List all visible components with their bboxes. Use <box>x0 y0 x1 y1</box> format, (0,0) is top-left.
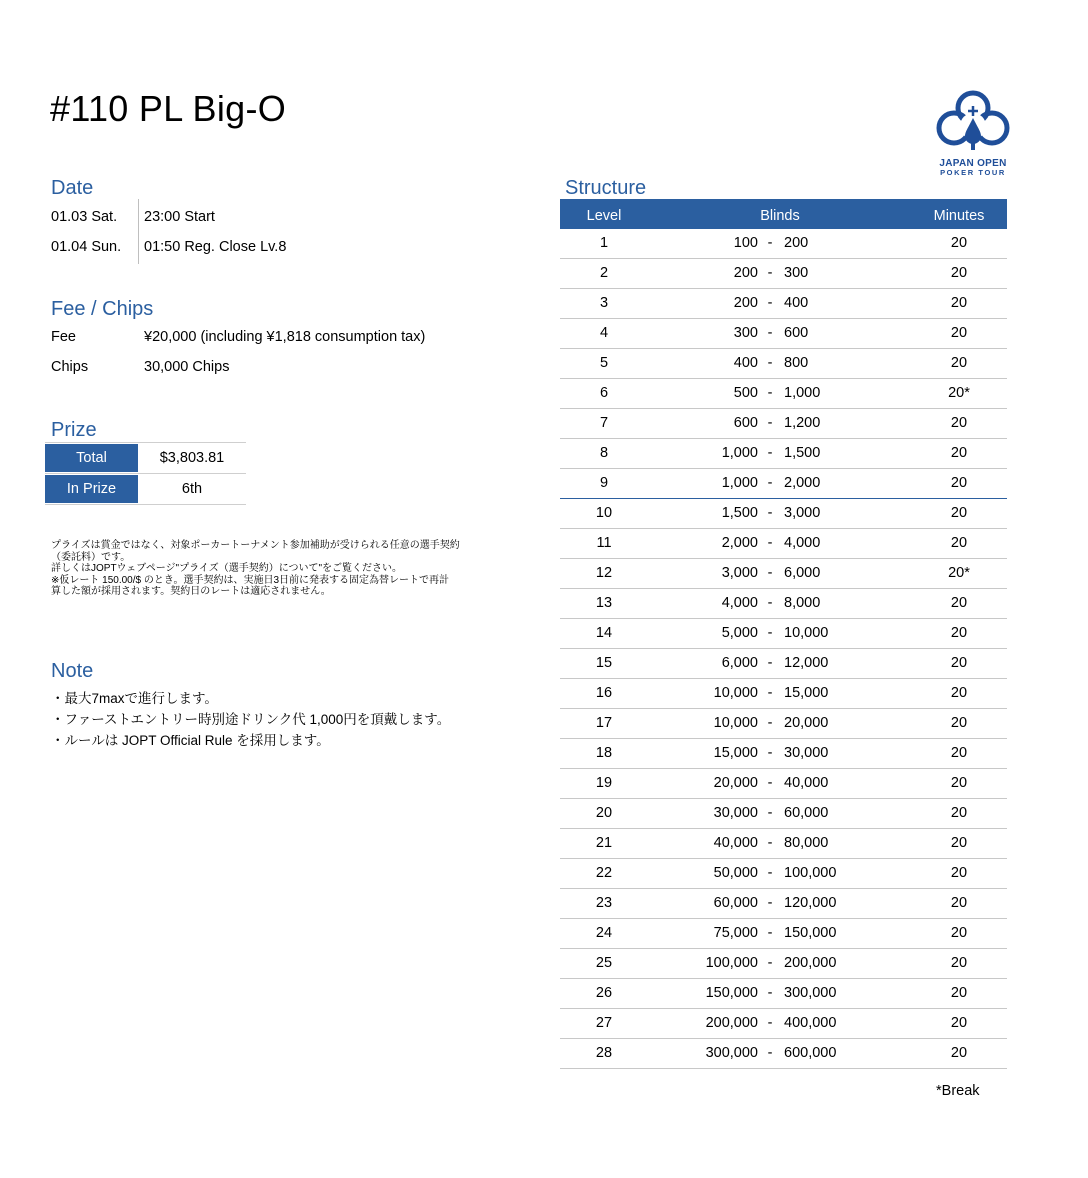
small-blind-cell: 200 <box>733 295 758 311</box>
prize-total-value: $3,803.81 <box>159 450 225 466</box>
big-blind-cell: 30,000 <box>784 745 829 761</box>
small-blind-cell: 100 <box>733 235 758 251</box>
table-row <box>560 319 1007 349</box>
minutes-cell: 20 <box>950 235 968 251</box>
minutes-cell: 20 <box>950 595 968 611</box>
level-cell: 16 <box>595 685 613 701</box>
level-cell: 11 <box>596 535 612 551</box>
blind-separator: - <box>767 385 773 401</box>
small-blind-cell: 300 <box>733 325 758 341</box>
level-cell: 12 <box>595 565 613 581</box>
big-blind-cell: 8,000 <box>784 595 821 611</box>
blind-separator: - <box>767 1015 773 1031</box>
table-row <box>560 889 1007 919</box>
note-line: ・最大7maxで進行します。 <box>51 691 218 706</box>
minutes-cell: 20 <box>950 535 968 551</box>
minutes-cell: 20 <box>950 985 968 1001</box>
notice-line: 詳しくはJOPTウェブページ"プライズ（選手契約）について"をご覧ください。 <box>51 563 403 574</box>
prize-total-label: Total <box>45 444 138 472</box>
big-blind-cell: 300,000 <box>784 985 837 1001</box>
level-cell: 2 <box>599 265 609 281</box>
level-cell: 20 <box>595 805 613 821</box>
big-blind-cell: 80,000 <box>784 835 829 851</box>
minutes-cell: 20 <box>950 505 968 521</box>
prize-heading: Prize <box>51 419 97 441</box>
small-blind-cell: 1,500 <box>721 505 758 521</box>
small-blind-cell: 40,000 <box>713 835 758 851</box>
fee-heading: Fee / Chips <box>51 298 154 320</box>
small-blind-cell: 5,000 <box>721 625 758 641</box>
structure-body <box>560 229 1007 1069</box>
level-cell: 8 <box>599 445 609 461</box>
blind-separator: - <box>767 445 773 461</box>
small-blind-cell: 1,000 <box>721 475 758 491</box>
small-blind-cell: 150,000 <box>705 985 758 1001</box>
in-prize-value: 6th <box>181 481 203 497</box>
blind-separator: - <box>767 955 773 971</box>
minutes-cell: 20 <box>950 295 968 311</box>
level-cell: 27 <box>595 1015 613 1031</box>
date-row-value: 01:50 Reg. Close Lv.8 <box>144 239 287 255</box>
blind-separator: - <box>767 475 773 491</box>
note-line: ・ルールは JOPT Official Rule を採用します。 <box>51 733 330 748</box>
prize-notice <box>51 540 521 598</box>
minutes-cell: 20 <box>950 355 968 371</box>
structure-heading: Structure <box>565 177 647 199</box>
small-blind-cell: 600 <box>733 415 758 431</box>
table-row <box>560 349 1007 379</box>
table-row <box>560 379 1007 409</box>
level-cell: 9 <box>599 475 609 491</box>
level-cell: 18 <box>595 745 613 761</box>
big-blind-cell: 400 <box>784 295 809 311</box>
table-row <box>560 739 1007 769</box>
level-cell: 21 <box>595 835 613 851</box>
big-blind-cell: 1,000 <box>784 385 821 401</box>
blind-separator: - <box>767 985 773 1001</box>
table-row <box>560 769 1007 799</box>
minutes-cell: 20 <box>950 865 968 881</box>
blind-separator: - <box>767 325 773 341</box>
blind-separator: - <box>767 835 773 851</box>
big-blind-cell: 150,000 <box>784 925 837 941</box>
small-blind-cell: 50,000 <box>713 865 758 881</box>
blind-separator: - <box>767 895 773 911</box>
minutes-cell: 20 <box>950 955 968 971</box>
note-line: ・ファーストエントリー時別途ドリンク代 1,000円を頂戴します。 <box>51 712 451 727</box>
small-blind-cell: 75,000 <box>713 925 758 941</box>
level-cell: 13 <box>595 595 613 611</box>
big-blind-cell: 600 <box>784 325 809 341</box>
notice-line: （委託料）です。 <box>51 551 131 563</box>
blind-separator: - <box>767 415 773 431</box>
small-blind-cell: 10,000 <box>713 685 758 701</box>
minutes-cell: 20* <box>948 385 970 401</box>
minutes-cell: 20 <box>950 835 968 851</box>
date-divider <box>138 199 139 264</box>
table-row <box>560 949 1007 979</box>
logo-line2: POKER TOUR <box>940 168 1006 177</box>
minutes-cell: 20 <box>950 745 968 761</box>
date-row-label: 01.04 Sun. <box>51 239 122 255</box>
small-blind-cell: 4,000 <box>721 595 758 611</box>
big-blind-cell: 20,000 <box>784 715 829 731</box>
blind-separator: - <box>767 265 773 281</box>
break-footnote: *Break <box>936 1083 980 1099</box>
big-blind-cell: 3,000 <box>784 505 821 521</box>
blind-separator: - <box>767 595 773 611</box>
chips-row-value: 30,000 Chips <box>144 359 230 375</box>
level-cell: 17 <box>595 715 613 731</box>
big-blind-cell: 1,500 <box>784 445 821 461</box>
small-blind-cell: 15,000 <box>713 745 758 761</box>
minutes-cell: 20 <box>950 1015 968 1031</box>
level-cell: 22 <box>595 865 613 881</box>
big-blind-cell: 4,000 <box>784 535 821 551</box>
logo-line1: JAPAN OPEN <box>939 158 1007 169</box>
prize-row <box>45 442 246 474</box>
prize-table <box>45 442 246 505</box>
small-blind-cell: 500 <box>733 385 758 401</box>
table-row <box>560 589 1007 619</box>
minutes-cell: 20 <box>950 805 968 821</box>
date-row-value: 23:00 Start <box>144 209 215 225</box>
table-row <box>560 259 1007 289</box>
big-blind-cell: 40,000 <box>784 775 829 791</box>
level-cell: 23 <box>595 895 613 911</box>
minutes-cell: 20 <box>950 685 968 701</box>
level-cell: 15 <box>595 655 613 671</box>
notice-line: 算した額が採用されます。契約日のレートは適応されません。 <box>51 586 331 597</box>
fee-row-label: Fee <box>51 329 76 345</box>
level-cell: 26 <box>595 985 613 1001</box>
level-cell: 19 <box>595 775 613 791</box>
minutes-cell: 20 <box>950 715 968 731</box>
level-cell: 1 <box>599 235 609 251</box>
table-row <box>560 559 1007 589</box>
blind-separator: - <box>767 685 773 701</box>
table-row <box>560 439 1007 469</box>
level-cell: 6 <box>599 385 609 401</box>
small-blind-cell: 60,000 <box>713 895 758 911</box>
big-blind-cell: 600,000 <box>784 1045 837 1061</box>
big-blind-cell: 800 <box>784 355 809 371</box>
table-row <box>560 649 1007 679</box>
level-cell: 28 <box>595 1045 613 1061</box>
table-row <box>560 679 1007 709</box>
blind-separator: - <box>767 295 773 311</box>
table-row <box>560 499 1007 529</box>
note-list <box>51 688 450 751</box>
level-cell: 25 <box>595 955 613 971</box>
small-blind-cell: 6,000 <box>721 655 758 671</box>
page-title: #110 PL Big-O <box>50 88 287 129</box>
chips-row-label: Chips <box>51 359 89 375</box>
blind-separator: - <box>767 745 773 761</box>
table-row <box>560 1039 1007 1069</box>
note-heading: Note <box>51 660 94 682</box>
table-row <box>560 529 1007 559</box>
minutes-cell: 20 <box>950 625 968 641</box>
small-blind-cell: 10,000 <box>713 715 758 731</box>
big-blind-cell: 400,000 <box>784 1015 837 1031</box>
small-blind-cell: 30,000 <box>713 805 758 821</box>
big-blind-cell: 100,000 <box>784 865 837 881</box>
blind-separator: - <box>767 715 773 731</box>
blind-separator: - <box>767 505 773 521</box>
blinds-column-header: Blinds <box>760 208 800 224</box>
minutes-cell: 20 <box>950 925 968 941</box>
minutes-cell: 20* <box>948 565 970 581</box>
minutes-cell: 20 <box>950 325 968 341</box>
minutes-cell: 20 <box>950 475 968 491</box>
table-row <box>560 619 1007 649</box>
table-row <box>560 289 1007 319</box>
level-cell: 24 <box>595 925 613 941</box>
level-column-header: Level <box>586 208 622 224</box>
table-row <box>560 709 1007 739</box>
table-row <box>560 979 1007 1009</box>
blind-separator: - <box>767 565 773 581</box>
table-row <box>560 859 1007 889</box>
table-row <box>560 469 1007 499</box>
big-blind-cell: 10,000 <box>784 625 829 641</box>
blind-separator: - <box>767 925 773 941</box>
minutes-cell: 20 <box>950 895 968 911</box>
level-cell: 3 <box>599 295 609 311</box>
small-blind-cell: 400 <box>733 355 758 371</box>
table-row <box>560 409 1007 439</box>
big-blind-cell: 2,000 <box>784 475 821 491</box>
structure-header-row <box>560 199 1007 229</box>
blind-separator: - <box>767 805 773 821</box>
big-blind-cell: 200 <box>784 235 809 251</box>
in-prize-label: In Prize <box>45 475 138 503</box>
small-blind-cell: 200,000 <box>705 1015 758 1031</box>
small-blind-cell: 300,000 <box>705 1045 758 1061</box>
minutes-column-header: Minutes <box>933 208 985 224</box>
small-blind-cell: 1,000 <box>721 445 758 461</box>
table-row <box>560 919 1007 949</box>
blind-separator: - <box>767 865 773 881</box>
date-heading: Date <box>51 177 94 199</box>
level-cell: 10 <box>595 505 613 521</box>
big-blind-cell: 300 <box>784 265 809 281</box>
notice-line: ※仮レート 150.00/$ のとき。選手契約は、実施日3日前に発表する固定為替レートで再計 <box>51 574 450 586</box>
fee-row-value: ¥20,000 (including ¥1,818 consumption tax) <box>144 329 426 345</box>
date-row-label: 01.03 Sat. <box>51 209 118 225</box>
small-blind-cell: 2,000 <box>721 535 758 551</box>
blind-separator: - <box>767 775 773 791</box>
big-blind-cell: 6,000 <box>784 565 821 581</box>
notice-line: プライズは賞金ではなく、対象ポーカートーナメント参加補助が受けられる任意の選手契約 <box>51 540 460 551</box>
big-blind-cell: 200,000 <box>784 955 837 971</box>
small-blind-cell: 20,000 <box>713 775 758 791</box>
minutes-cell: 20 <box>950 415 968 431</box>
table-row <box>560 1009 1007 1039</box>
level-cell: 5 <box>599 355 609 371</box>
blind-separator: - <box>767 535 773 551</box>
blind-separator: - <box>767 1045 773 1061</box>
level-cell: 4 <box>599 325 609 341</box>
big-blind-cell: 60,000 <box>784 805 829 821</box>
big-blind-cell: 15,000 <box>784 685 829 701</box>
structure-table <box>560 199 1007 1069</box>
small-blind-cell: 200 <box>733 265 758 281</box>
blind-separator: - <box>767 355 773 371</box>
minutes-cell: 20 <box>950 655 968 671</box>
minutes-cell: 20 <box>950 445 968 461</box>
minutes-cell: 20 <box>950 1045 968 1061</box>
minutes-cell: 20 <box>950 265 968 281</box>
table-row <box>560 799 1007 829</box>
small-blind-cell: 3,000 <box>721 565 758 581</box>
blind-separator: - <box>767 235 773 251</box>
small-blind-cell: 100,000 <box>705 955 758 971</box>
big-blind-cell: 12,000 <box>784 655 829 671</box>
level-cell: 14 <box>595 625 613 641</box>
blind-separator: - <box>767 625 773 641</box>
minutes-cell: 20 <box>950 775 968 791</box>
big-blind-cell: 1,200 <box>784 415 821 431</box>
table-row <box>560 229 1007 259</box>
table-row <box>560 829 1007 859</box>
big-blind-cell: 120,000 <box>784 895 837 911</box>
level-cell: 7 <box>599 415 609 431</box>
blind-separator: - <box>767 655 773 671</box>
prize-row <box>45 474 246 505</box>
